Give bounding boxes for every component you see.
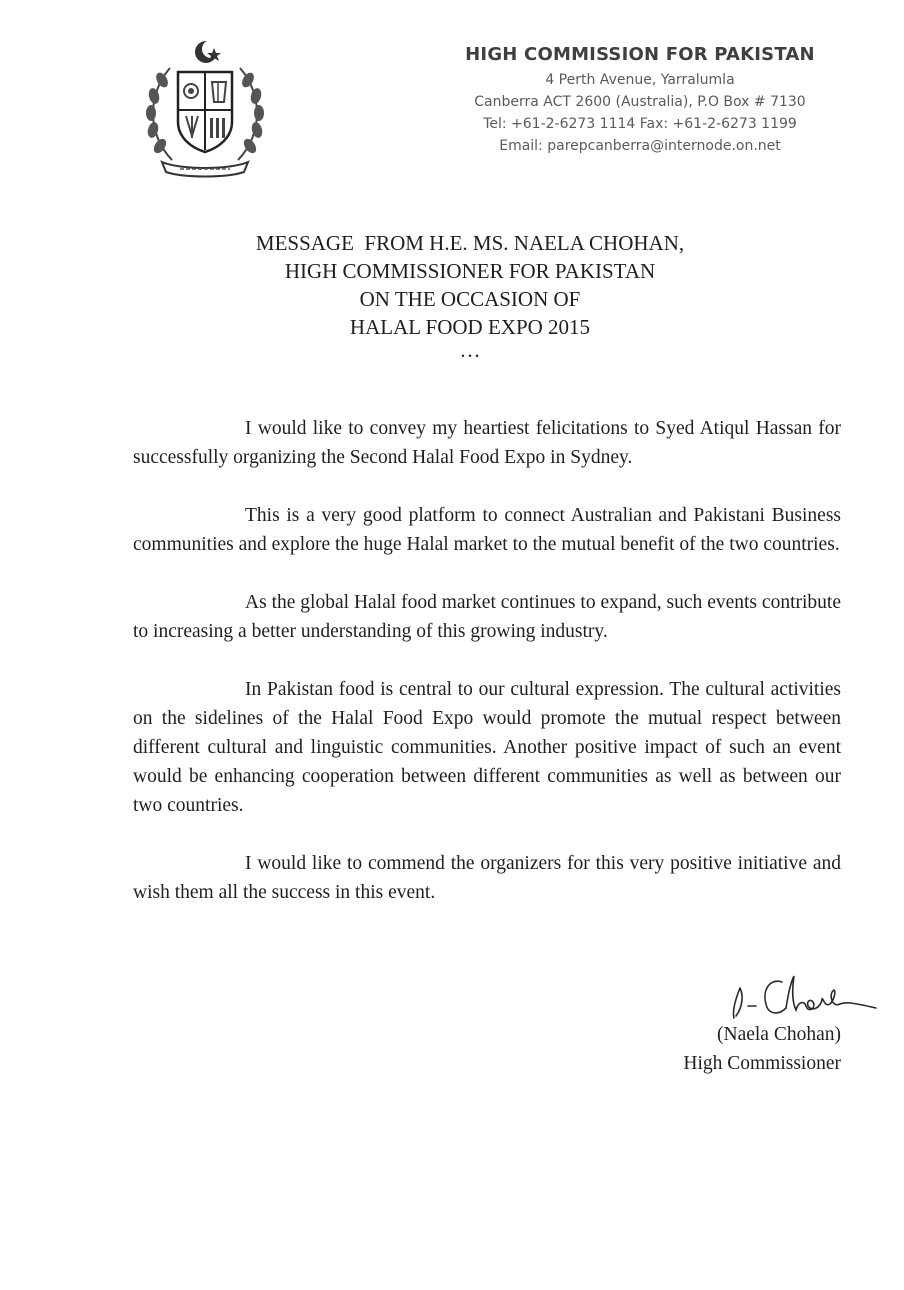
letterhead-title: HIGH COMMISSION FOR PAKISTAN: [465, 44, 815, 65]
heading-line-2: HIGH COMMISSIONER FOR PAKISTAN: [284, 259, 656, 283]
phone-fax: Tel: +61-2-6273 1114 Fax: +61-2-6273 1199: [483, 116, 797, 132]
heading-line-3: ON THE OCCASION OF: [359, 287, 581, 311]
signatory-name: (Naela Chohan): [717, 1024, 841, 1045]
paragraph-3: As the global Halal food market continues to expand, such events contribute to increasing a better understanding of this growing industry.: [133, 592, 841, 642]
heading-ellipsis: …: [459, 338, 481, 362]
message-heading: [150, 229, 790, 362]
heading-line-1: MESSAGE FROM H.E. MS. NAELA CHOHAN,: [255, 231, 685, 255]
signatory-title: High Commissioner: [683, 1053, 841, 1074]
email-address: Email: parepcanberra@internode.on.net: [499, 138, 781, 154]
address-line-1: 4 Perth Avenue, Yarralumla: [545, 72, 735, 88]
state-emblem-icon: [140, 38, 270, 180]
paragraph-2: This is a very good platform to connect Australian and Pakistani Business communities and explore the huge Halal market to the mutual benefit of the two countries.: [133, 505, 841, 555]
paragraph-5: I would like to commend the organizers for this very positive initiative and wish them all the success in this event.: [133, 853, 841, 903]
paragraph-1: I would like to convey my heartiest felicitations to Syed Atiqul Hassan for successfully organizing the Second Halal Food Expo in Sydney.: [133, 418, 841, 468]
message-body: [133, 414, 841, 936]
address-line-2: Canberra ACT 2600 (Australia), P.O Box # 7130: [474, 94, 806, 110]
letterhead: [440, 44, 840, 157]
heading-line-4: HALAL FOOD EXPO 2015: [349, 315, 591, 339]
paragraph-4: In Pakistan food is central to our cultural expression. The cultural activities on the sidelines of the Halal Food Expo would promote the mutual respect between different cultural and linguistic communities. Another positive impact of such an event would be enhancing cooperation between different communities as well as between our two countries.: [133, 679, 841, 816]
signature-block: [600, 1020, 841, 1078]
